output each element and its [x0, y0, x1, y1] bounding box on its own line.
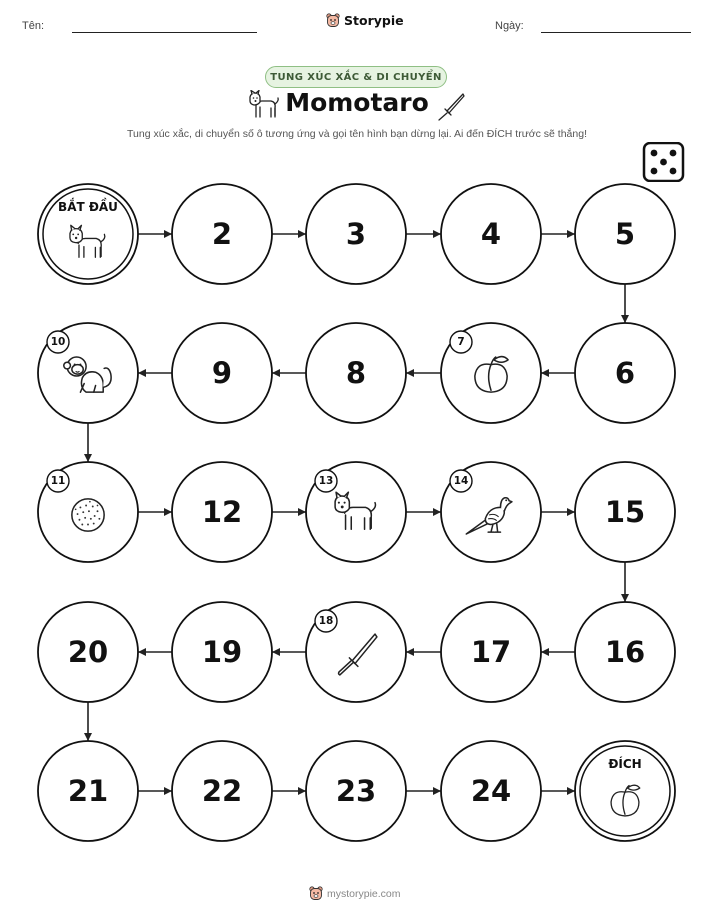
finish-label: ĐÍCH	[608, 757, 642, 771]
cell-number: 16	[604, 635, 646, 669]
path-arrow	[138, 648, 172, 656]
path-arrow	[272, 508, 306, 516]
footer	[309, 886, 401, 901]
name-label: Tên:	[22, 20, 45, 32]
path-arrow	[406, 369, 441, 377]
board-cell-1	[38, 184, 138, 284]
path-arrow	[541, 508, 575, 516]
board-cell-19	[172, 602, 272, 702]
date-label: Ngày:	[495, 20, 524, 32]
path-arrow	[272, 648, 306, 656]
cell-number: 5	[614, 217, 636, 251]
path-arrow	[541, 787, 575, 795]
path-arrow	[541, 230, 575, 238]
badge-number: 18	[318, 615, 334, 627]
footer-site: mystorypie.com	[327, 887, 401, 900]
cell-number: 20	[67, 635, 109, 669]
path-arrow	[406, 230, 441, 238]
board-cell-8	[306, 323, 406, 423]
cell-number: 23	[335, 774, 377, 808]
cell-number: 8	[345, 356, 367, 390]
path-arrow	[541, 369, 575, 377]
path-arrow	[138, 787, 172, 795]
cell-number: 21	[67, 774, 109, 808]
board-cell-13	[306, 462, 406, 562]
path-arrow	[406, 787, 441, 795]
path-arrow	[84, 702, 92, 741]
path-arrow	[272, 230, 306, 238]
cell-number: 9	[211, 356, 233, 390]
board-cell-12	[172, 462, 272, 562]
board-cell-14	[441, 462, 541, 562]
board-cell-10	[38, 323, 138, 423]
path-arrow	[138, 508, 172, 516]
board-cell-20	[38, 602, 138, 702]
board-cell-18	[306, 602, 406, 702]
board-cell-2	[172, 184, 272, 284]
path-arrow	[541, 648, 575, 656]
board-cell-24	[441, 741, 541, 841]
activity-tag: TUNG XÚC XẮC & DI CHUYỂN	[265, 66, 447, 88]
cell-badge	[315, 470, 337, 492]
cell-number: 12	[201, 495, 243, 529]
cell-number: 17	[470, 635, 512, 669]
path-arrow	[138, 369, 172, 377]
badge-number: 11	[50, 475, 66, 487]
path-arrow	[272, 369, 306, 377]
badge-number: 10	[50, 336, 66, 348]
cell-number: 22	[201, 774, 243, 808]
cell-badge	[450, 331, 472, 353]
board-cell-25	[575, 741, 675, 841]
path-arrow	[621, 284, 629, 323]
board-cell-17	[441, 602, 541, 702]
path-arrow	[84, 423, 92, 462]
board-cell-4	[441, 184, 541, 284]
board-cell-6	[575, 323, 675, 423]
board-cell-21	[38, 741, 138, 841]
board-cell-7	[441, 323, 541, 423]
path-arrow	[621, 562, 629, 602]
board-cell-15	[575, 462, 675, 562]
cell-number: 2	[211, 217, 233, 251]
cell-number: 15	[604, 495, 646, 529]
cell-number: 6	[614, 356, 636, 390]
bear-icon	[309, 886, 323, 901]
board-cell-23	[306, 741, 406, 841]
board-cell-16	[575, 602, 675, 702]
badge-number: 13	[318, 475, 334, 487]
path-arrow	[406, 508, 441, 516]
instructions: Tung xúc xắc, di chuyển số ô tương ứng và gọi tên hình bạn dừng lại. Ai đến ĐÍCH trước sẽ thắng!	[126, 128, 587, 140]
board-cell-22	[172, 741, 272, 841]
brand-name: Storypie	[344, 13, 404, 28]
start-label: BẮT ĐẦU	[58, 200, 118, 214]
cell-badge	[47, 470, 69, 492]
page-title: Momotaro	[285, 88, 429, 117]
path-arrow	[406, 648, 441, 656]
cell-badge	[450, 470, 472, 492]
cell-badge	[315, 610, 337, 632]
cell-number: 19	[201, 635, 243, 669]
path-arrow	[138, 230, 172, 238]
board-cell-11	[38, 462, 138, 562]
cell-number: 24	[470, 774, 512, 808]
board-cell-9	[172, 323, 272, 423]
dumpling-icon	[72, 499, 104, 531]
path-arrow	[272, 787, 306, 795]
badge-number: 7	[457, 336, 465, 348]
cell-number: 4	[480, 217, 502, 251]
badge-number: 14	[453, 475, 469, 487]
board-cell-3	[306, 184, 406, 284]
cell-number: 3	[345, 217, 367, 251]
cell-badge	[47, 331, 69, 353]
board-cell-5	[575, 184, 675, 284]
